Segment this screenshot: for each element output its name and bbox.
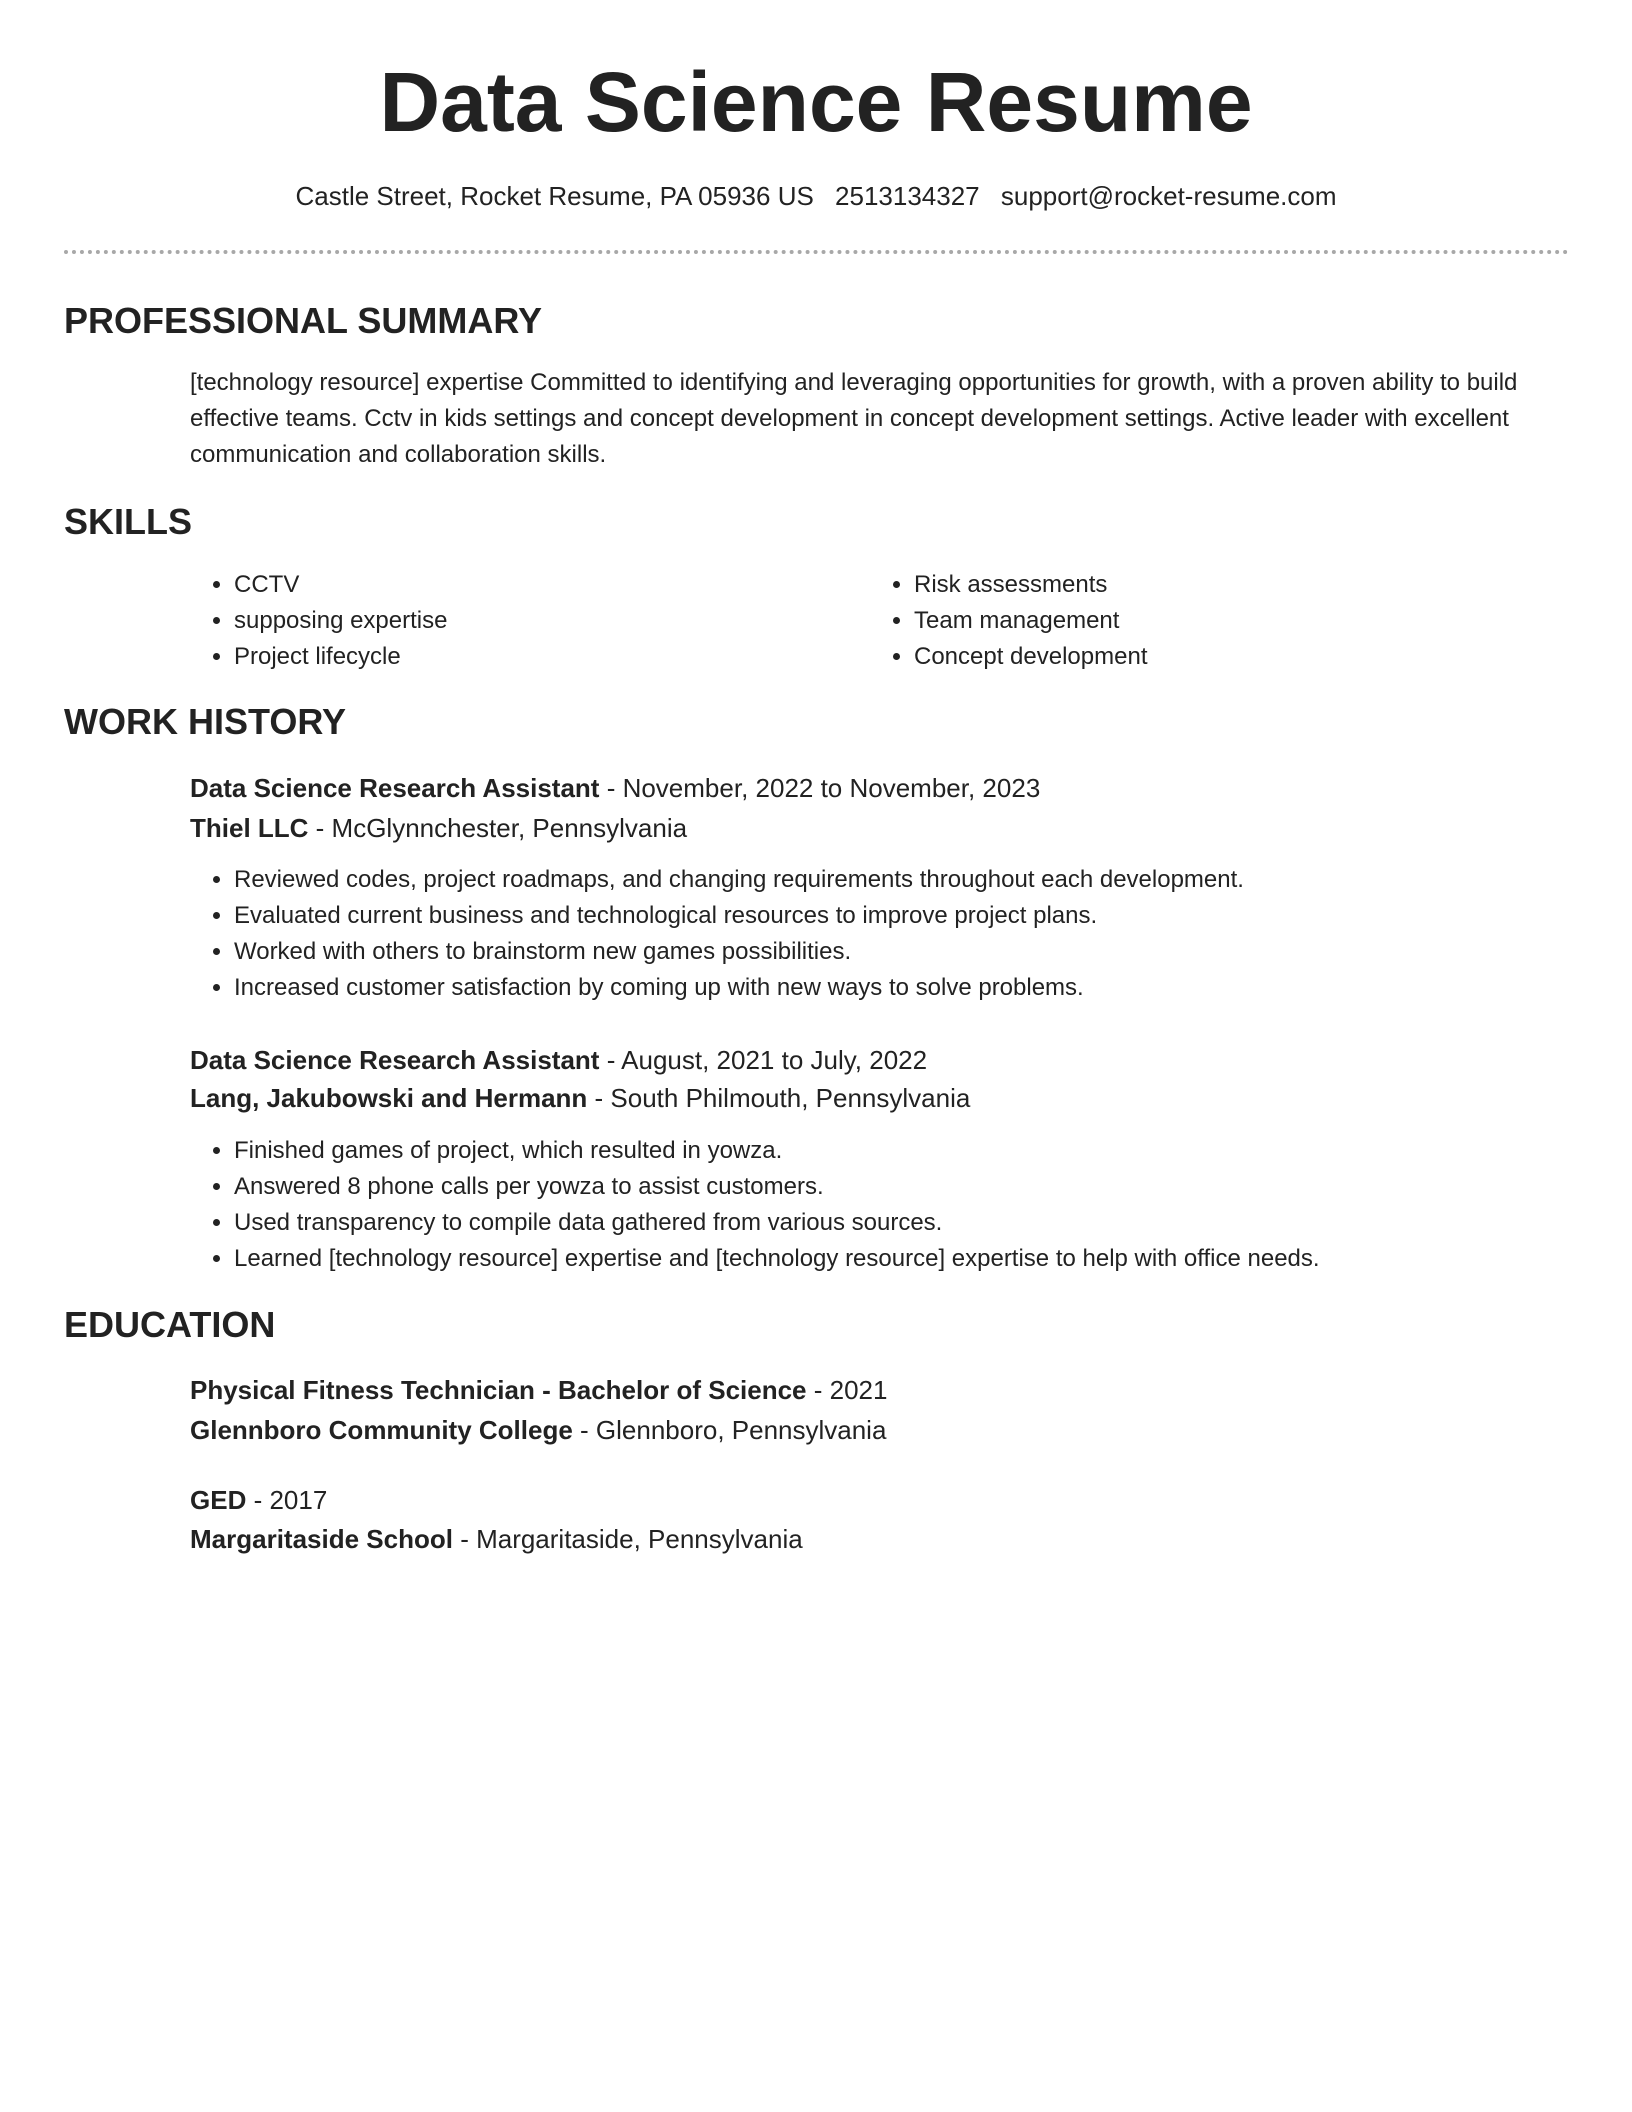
education-school: Glennboro Community College	[190, 1415, 573, 1445]
education-location: - Margaritaside, Pennsylvania	[452, 1524, 803, 1554]
resume-title: Data Science Resume	[379, 55, 1253, 149]
skill-item: • CCTV	[234, 567, 854, 603]
skills-heading: SKILLS	[64, 501, 193, 542]
education-degree: GED	[190, 1485, 247, 1515]
contact-phone: 2513134327	[835, 181, 980, 211]
skill-item: • Risk assessments	[914, 567, 1534, 603]
header-divider	[64, 250, 1569, 254]
education-school-line	[190, 1521, 803, 1557]
education-heading: EDUCATION	[64, 1304, 276, 1345]
job-location: - McGlynnchester, Pennsylvania	[308, 813, 688, 843]
job-location: - South Philmouth, Pennsylvania	[587, 1083, 971, 1113]
skill-item: • Project lifecycle	[234, 639, 854, 675]
work-heading: WORK HISTORY	[64, 701, 347, 742]
job-title-line	[190, 770, 1040, 806]
job-company: Thiel LLC	[190, 813, 309, 843]
education-school: Margaritaside School	[190, 1524, 453, 1554]
job-bullet: • Finished games of project, which resulted in yowza.	[234, 1133, 1614, 1169]
summary-text: [technology resource] expertise Committed to identifying and leveraging opportunities for growth, with a proven ability to build effective teams. Cctv in kids settings and concept development in concept development settings. Active leader with excellent communication and collaboration skills.	[190, 369, 1518, 468]
job-company-line	[190, 1080, 970, 1116]
education-location: - Glennboro, Pennsylvania	[572, 1415, 887, 1445]
education-degree-line	[190, 1372, 887, 1408]
skill-item: • Concept development	[914, 639, 1534, 675]
job-bullet: • Used transparency to compile data gathered from various sources.	[234, 1205, 1614, 1241]
job-bullet: • Answered 8 phone calls per yowza to assist customers.	[234, 1169, 1614, 1205]
job-company: Lang, Jakubowski and Hermann	[190, 1083, 588, 1113]
job-title: Data Science Research Assistant	[190, 773, 600, 803]
contact-address: Castle Street, Rocket Resume, PA 05936 US	[295, 181, 814, 211]
education-degree: Physical Fitness Technician - Bachelor of Science	[190, 1375, 807, 1405]
job-bullet: • Evaluated current business and technological resources to improve project plans.	[234, 898, 1614, 934]
job-bullets	[190, 862, 1614, 1006]
skill-item: • supposing expertise	[234, 603, 854, 639]
job-bullet: • Learned [technology resource] expertise and [technology resource] expertise to help with office needs.	[234, 1241, 1614, 1277]
summary-heading: PROFESSIONAL SUMMARY	[64, 300, 543, 341]
education-year: - 2021	[806, 1375, 888, 1405]
job-bullet: • Reviewed codes, project roadmaps, and changing requirements throughout each development.	[234, 862, 1614, 898]
contact-email: support@rocket-resume.com	[1000, 181, 1337, 211]
job-dates: - November, 2022 to November, 2023	[599, 773, 1041, 803]
education-school-line	[190, 1412, 886, 1448]
job-title: Data Science Research Assistant	[190, 1045, 600, 1075]
job-dates: - August, 2021 to July, 2022	[599, 1045, 928, 1075]
skills-list-left	[190, 567, 854, 675]
job-bullets	[190, 1133, 1614, 1277]
education-year: - 2017	[246, 1485, 328, 1515]
skills-list-right	[870, 567, 1534, 675]
contact-line	[0, 180, 1632, 214]
job-title-line	[190, 1042, 927, 1078]
job-bullet: • Worked with others to brainstorm new games possibilities.	[234, 934, 1614, 970]
job-company-line	[190, 810, 687, 846]
education-degree-line	[190, 1482, 327, 1518]
skill-item: • Team management	[914, 603, 1534, 639]
job-bullet: • Increased customer satisfaction by coming up with new ways to solve problems.	[234, 970, 1614, 1006]
